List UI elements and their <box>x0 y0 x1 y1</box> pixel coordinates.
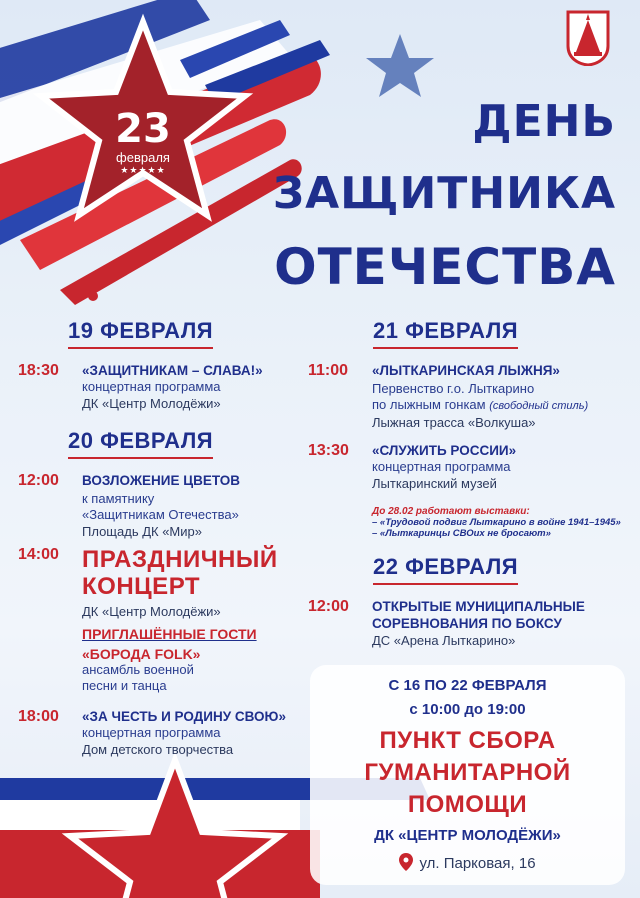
collection-title-1: ПУНКТ СБОРА <box>379 727 556 754</box>
event-title: ПРАЗДНИЧНЫЙ <box>82 546 278 573</box>
event-title: ОТКРЫТЫЕ МУНИЦИПАЛЬНЫЕ <box>372 599 585 614</box>
event-place: Лыткаринский музей <box>372 476 497 491</box>
guest-band-desc: ансамбль военной <box>82 662 194 677</box>
event-title: «СЛУЖИТЬ РОССИИ» <box>372 443 517 458</box>
event-title-2: СОРЕВНОВАНИЯ ПО БОКСУ <box>372 616 562 631</box>
exhibitions-heading: До 28.02 работают выставки: <box>372 506 530 517</box>
badge-month: февраля <box>116 150 170 165</box>
event-title: «ЗАЩИТНИКАМ – СЛАВА!» <box>82 363 263 378</box>
event-subtitle: концертная программа <box>82 725 221 740</box>
event-time: 18:30 <box>18 362 59 379</box>
date-heading-feb19: 19 ФЕВРАЛЯ <box>68 318 213 349</box>
title-line-1: ДЕНЬ <box>472 96 616 147</box>
event-time: 14:00 <box>18 546 59 563</box>
date-heading-feb20: 20 ФЕВРАЛЯ <box>68 428 213 459</box>
event-place: ДК «Центр Молодёжи» <box>82 604 221 619</box>
event-time: 12:00 <box>18 472 59 489</box>
collection-point-card <box>310 665 625 885</box>
collection-dates: С 16 ПО 22 ФЕВРАЛЯ <box>388 677 547 694</box>
event-place: Дом детского творчества <box>82 742 234 757</box>
collection-address: ул. Парковая, 16 <box>419 855 536 872</box>
event-note: (свободный стиль) <box>489 400 589 412</box>
event-time: 12:00 <box>308 598 349 615</box>
event-time: 18:00 <box>18 708 59 725</box>
city-coat-of-arms-icon <box>566 10 610 66</box>
event-place: Площадь ДК «Мир» <box>82 524 202 539</box>
event-subtitle: концертная программа <box>82 379 221 394</box>
star-icon <box>366 34 434 97</box>
event-subtitle: концертная программа <box>372 459 511 474</box>
guest-band: «БОРОДА FOLK» <box>82 646 201 662</box>
event-place: Лыжная трасса «Волкуша» <box>372 415 536 430</box>
event-time: 13:30 <box>308 442 349 459</box>
collection-title-2: ГУМАНИТАРНОЙ <box>364 759 571 786</box>
event-subtitle: Первенство г.о. Лыткарино <box>372 381 535 396</box>
event-title: «ЗА ЧЕСТЬ И РОДИНУ СВОЮ» <box>82 709 286 724</box>
event-subtitle: к памятнику <box>82 491 155 506</box>
event-title: ВОЗЛОЖЕНИЕ ЦВЕТОВ <box>82 473 241 488</box>
badge-stars: ★★★★★ <box>120 165 166 175</box>
map-pin-icon <box>399 853 413 875</box>
exhibition-item: – «Трудовой подвиг Лыткарино в войне 1941–1945» <box>372 517 621 528</box>
event-place: ДК «Центр Молодёжи» <box>82 396 221 411</box>
date-heading-feb22: 22 ФЕВРАЛЯ <box>373 554 518 585</box>
event-subtitle-2: «Защитникам Отечества» <box>82 507 239 522</box>
date-heading-feb21: 21 ФЕВРАЛЯ <box>373 318 518 349</box>
collection-venue: ДК «ЦЕНТР МОЛОДЁЖИ» <box>374 827 561 844</box>
event-place: ДС «Арена Лыткарино» <box>372 633 516 648</box>
collection-hours: с 10:00 до 19:00 <box>409 701 526 718</box>
event-title: «ЛЫТКАРИНСКАЯ ЛЫЖНЯ» <box>372 363 560 378</box>
event-time: 11:00 <box>308 362 349 379</box>
event-subtitle-2: по лыжным гонкам (свободный стиль) <box>372 397 589 412</box>
event-title-2: КОНЦЕРТ <box>82 573 201 600</box>
exhibitions-block <box>372 506 621 539</box>
collection-title-3: ПОМОЩИ <box>407 791 528 818</box>
guests-heading: ПРИГЛАШЁННЫЕ ГОСТИ <box>82 626 257 642</box>
title-line-3: ОТЕЧЕСТВА <box>274 238 616 296</box>
badge-day: 23 <box>115 106 171 152</box>
guest-band-desc-2: песни и танца <box>82 678 167 693</box>
collection-address-row <box>310 853 625 875</box>
title-line-2: ЗАЩИТНИКА <box>272 168 616 219</box>
exhibition-item: – «Лыткаринцы СВОих не бросают» <box>372 528 551 539</box>
